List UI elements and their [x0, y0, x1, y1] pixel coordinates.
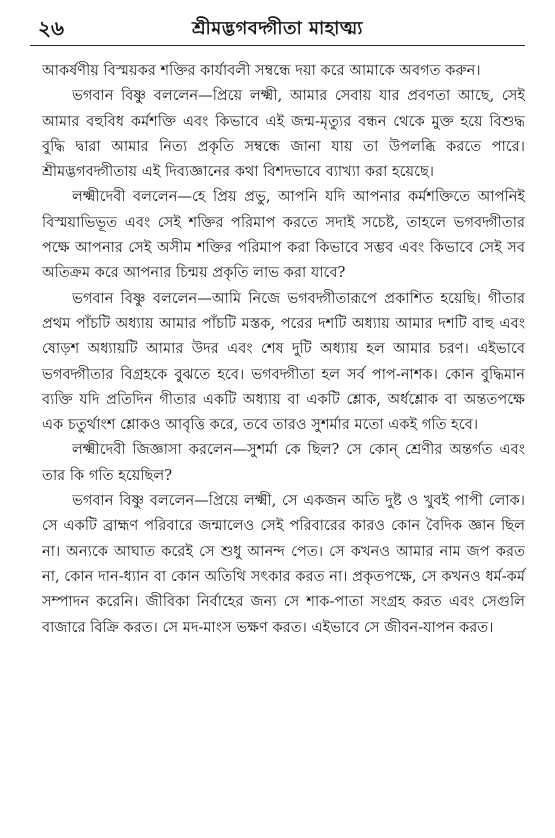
- paragraph: ভগবান বিষ্ণু বললেন—প্রিয়ে লক্ষ্মী, আমার সেবায় যার প্রবণতা আছে, সেই আমার বহুবিধ কর্মশক্তি এবং কিভাবে এই জন্ম-মৃত্যুর বন্ধন থেকে মুক্ত হয়ে বিশুদ্ধ বুদ্ধি দ্বারা আমার নিত্য প্রকৃতি সম্বন্ধে জানা যায় তা উপলব্ধি করতে পারে। শ্রীমদ্ভগবদ্গীতায় এই দিব্যজ্ঞানের কথা বিশদভাবে ব্যাখ্যা করা হয়েছে।: [42, 87, 525, 181]
- paragraph: লক্ষ্মীদেবী জিজ্ঞাসা করলেন—সুশর্মা কে ছিল? সে কোন্ শ্রেণীর অন্তর্গত এবং তার কি গতি হয়েছিল?: [42, 441, 525, 484]
- paragraph: লক্ষ্মীদেবী বললেন—হে প্রিয় প্রভু, আপনি যদি আপনার কর্মশক্তিতে আপনিই বিস্ময়াভিভূত এবং সেই শক্তির পরিমাপ করতে সদাই সচেষ্ট, তাহলে ভগবদ্গীতার পক্ষে আপনার সেই অসীম শক্তির পরিমাপ করা কিভাবে সম্ভব এবং কিভাবে সেই সব অতিক্রম করে আপনার চিন্ময় প্রকৃতি লাভ করা যাবে?: [42, 188, 525, 282]
- body-text: [42, 58, 525, 640]
- paragraph: ভগবান বিষ্ণু বললেন—আমি নিজে ভগবদ্গীতারূপে প্রকাশিত হয়েছি। গীতার প্রথম পাঁচটি অধ্যায় আমার পাঁচটি মস্তক, পরের দশটি অধ্যায় আমার দশটি বাহু এবং ষোড়শ অধ্যায়টি আমার উদর এবং শেষ দুটি অধ্যায় হল আমার চরণ। এইভাবে ভগবদ্গীতার বিগ্রহকে বুঝতে হবে। ভগবদ্গীতা হল সর্ব পাপ-নাশক। কোন বুদ্ধিমান ব্যক্তি যদি প্রতিদিন গীতার একটি অধ্যায় বা একটি শ্লোক, অর্ধশ্লোক বা অন্ততপক্ষে এক চতুর্থাংশ শ্লোকও আবৃত্তি করে, তবে তারও সুশর্মার মতো একই গতি হবে।: [42, 289, 525, 434]
- page-number: ২৬: [38, 16, 65, 40]
- header-divider: [30, 45, 525, 46]
- running-title: শ্রীমদ্ভগবদ্গীতা মাহাত্ম্য: [192, 18, 363, 39]
- page-header: [30, 8, 525, 42]
- paragraph: ভগবান বিষ্ণু বললেন—প্রিয়ে লক্ষ্মী, সে একজন অতি দুষ্ট ও খুবই পাপী লোক। সে একটি ব্রাহ্মণ পরিবারে জন্মালেও সেই পরিবারের কারও কোন বৈদিক জ্ঞান ছিল না। অন্যকে আঘাত করেই সে শুধু আনন্দ পেত। সে কখনও আমার নাম জপ করত না, কোন দান-ধ্যান বা কোন অতিথি সৎকার করত না। প্রকৃতপক্ষে, সে কখনও ধর্ম-কর্ম সম্পাদন করেনি। জীবিকা নির্বাহের জন্য সে শাক-পাতা সংগ্রহ করত এবং সেগুলি বাজারে বিক্রি করত। সে মদ-মাংস ভক্ষণ করত। এইভাবে সে জীবন-যাপন করত।: [42, 492, 525, 636]
- paragraph: আকর্ষণীয় বিস্ময়কর শক্তির কার্যাবলী সম্বন্ধে দয়া করে আমাকে অবগত করুন।: [42, 62, 481, 79]
